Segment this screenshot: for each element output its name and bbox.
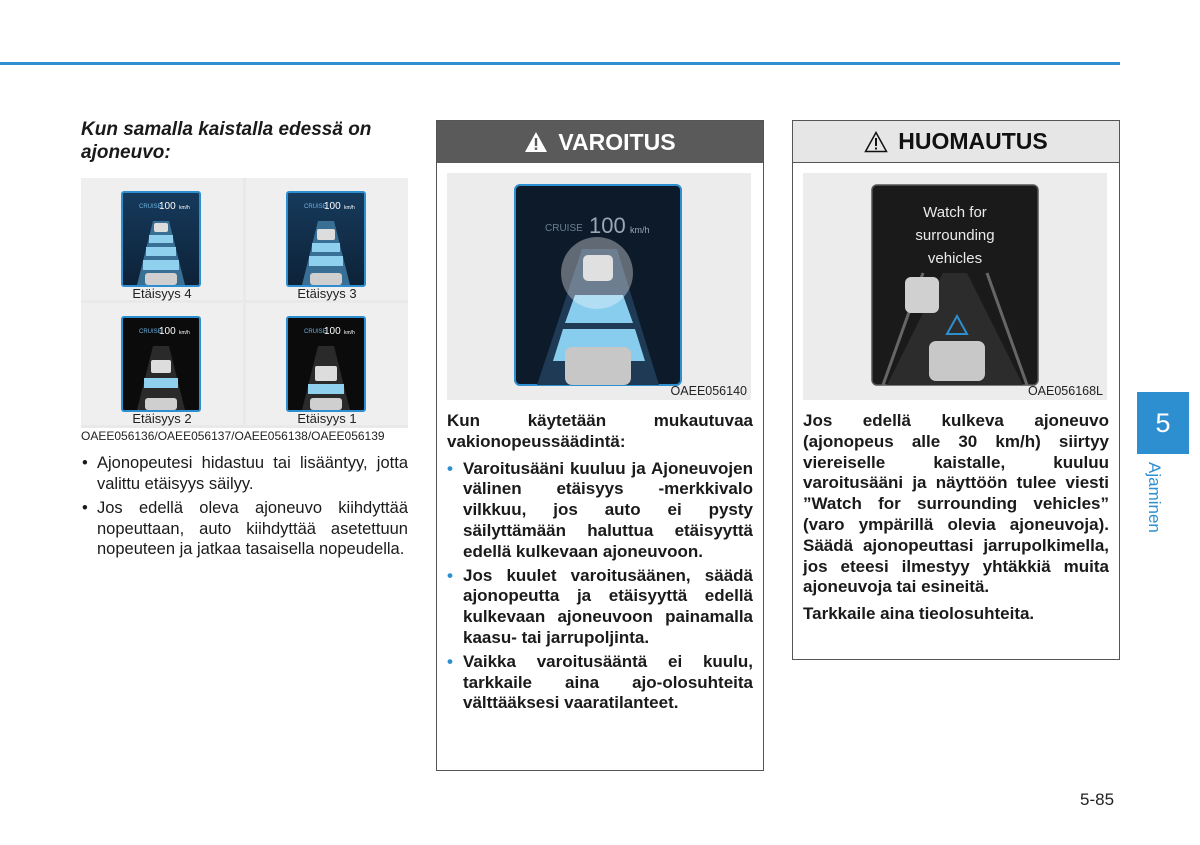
list-item — [447, 652, 753, 714]
warning-item-text: Varoitusääni kuuluu ja Ajoneuvojen välinen etäisyys -merkkivalo vilkkuu, jos auto ei pysty säilyttämään haluttua etäisyyttä edellä kulkevaan ajoneuvoon. — [463, 458, 753, 561]
bullet-text: Ajonopeutesi hidastuu tai lisääntyy, jotta valittu etäisyys säilyy. — [97, 454, 408, 493]
distance-caption: Etäisyys 3 — [297, 286, 357, 301]
warning-text — [447, 411, 753, 717]
distance-caption: Etäisyys 1 — [297, 411, 357, 426]
notice-text — [803, 411, 1109, 631]
list-item — [447, 566, 753, 649]
notice-title: HUOMAUTUS — [898, 128, 1048, 154]
cruise-label: CRUISE — [139, 204, 162, 210]
warning-figure — [447, 173, 751, 400]
figure-codes: OAEE056136/OAEE056137/OAEE056138/OAEE056139 — [81, 429, 385, 443]
distance-cell-3 — [246, 178, 408, 300]
warning-triangle-icon — [524, 131, 548, 153]
bullet-text: Jos edellä oleva ajoneuvo kiihdyttää nopeuttaan, auto kiihdyttää asetettuun nopeuteen ja jatkaa tasaisella nopeudella. — [97, 499, 408, 558]
distance-cell-1 — [246, 303, 408, 425]
warning-item-text: Jos kuulet varoitusäänen, säädä ajonopeutta ja etäisyyttä edellä kulkevaan ajoneuvoon painamalla kaasu- tai jarrupoljinta. — [463, 565, 753, 647]
section-lead: Kun samalla kaistalla edessä on ajoneuvo: — [81, 119, 372, 163]
distance-figure-grid — [81, 178, 408, 428]
chapter-label-text: Ajaminen — [1145, 462, 1164, 533]
warning-box — [436, 120, 764, 771]
warning-intro: Kun käytetään mukautuvaa vakionopeussäädintä: — [447, 411, 753, 451]
bullet-icon: • — [447, 565, 453, 585]
message-line: Watch for — [923, 204, 987, 221]
page-number: 5-85 — [1080, 790, 1115, 809]
cruise-label: CRUISE — [545, 223, 583, 234]
list-item — [81, 498, 408, 560]
speed-value: 100 — [589, 213, 626, 238]
warning-item-text: Vaikka varoitusääntä ei kuulu, tarkkaile aina ajo-olosuhteita välttääksesi vaaratilanteet. — [463, 651, 753, 713]
distance-caption: Etäisyys 4 — [132, 286, 192, 301]
speed-value: 100 — [159, 201, 176, 212]
cruise-label: CRUISE — [304, 329, 327, 335]
chapter-label — [1146, 460, 1186, 540]
list-item — [447, 459, 753, 563]
caution-triangle-icon — [864, 131, 888, 153]
chapter-tab: 5 — [1137, 392, 1189, 454]
warning-header — [437, 121, 763, 163]
bullet-icon: • — [82, 499, 88, 517]
bullet-icon: • — [447, 458, 453, 478]
speed-unit: km/h — [344, 205, 355, 211]
cruise-label: CRUISE — [304, 204, 327, 210]
notice-box — [792, 120, 1120, 660]
bullet-list — [81, 453, 408, 564]
distance-caption: Etäisyys 2 — [132, 411, 192, 426]
bullet-icon: • — [447, 651, 453, 671]
speed-unit: km/h — [179, 330, 190, 336]
notice-paragraph: Tarkkaile aina tieolosuhteita. — [803, 604, 1035, 624]
cluster-screen — [286, 316, 366, 412]
cluster-screen — [286, 191, 366, 287]
figure-code: OAE056168L — [1027, 384, 1103, 398]
figure-code: OAEE056140 — [670, 384, 747, 398]
header-rule — [0, 62, 1120, 65]
cruise-label: CRUISE — [139, 329, 162, 335]
distance-cell-2 — [81, 303, 243, 425]
speed-value: 100 — [324, 201, 341, 212]
message-line: vehicles — [927, 250, 983, 267]
speed-unit: km/h — [179, 205, 190, 211]
speed-value: 100 — [159, 326, 176, 337]
distance-cell-4 — [81, 178, 243, 300]
speed-unit: km/h — [344, 330, 355, 336]
notice-figure — [803, 173, 1107, 400]
speed-unit: km/h — [630, 225, 650, 235]
list-item — [81, 453, 408, 494]
bullet-icon: • — [82, 454, 88, 472]
cluster-screen — [121, 316, 201, 412]
notice-paragraph: Jos edellä kulkeva ajoneuvo (ajonopeus alle 30 km/h) siirtyy viereiselle kaistalle, kuuluu varoitusääni ja näyttöön tulee viesti ”Watch for surrounding vehicles” (varo ympärillä olevia ajoneuvoja). Säädä ajonopeuttasi jarrupolkimella, jos eteesi ilmestyy yhtäkkiä muita ajoneuvoja tai esineitä. — [803, 411, 1109, 597]
notice-header — [793, 121, 1119, 163]
warning-title: VAROITUS — [558, 128, 676, 155]
message-line: surrounding — [915, 227, 995, 244]
cluster-screen — [121, 191, 201, 287]
speed-value: 100 — [324, 326, 341, 337]
